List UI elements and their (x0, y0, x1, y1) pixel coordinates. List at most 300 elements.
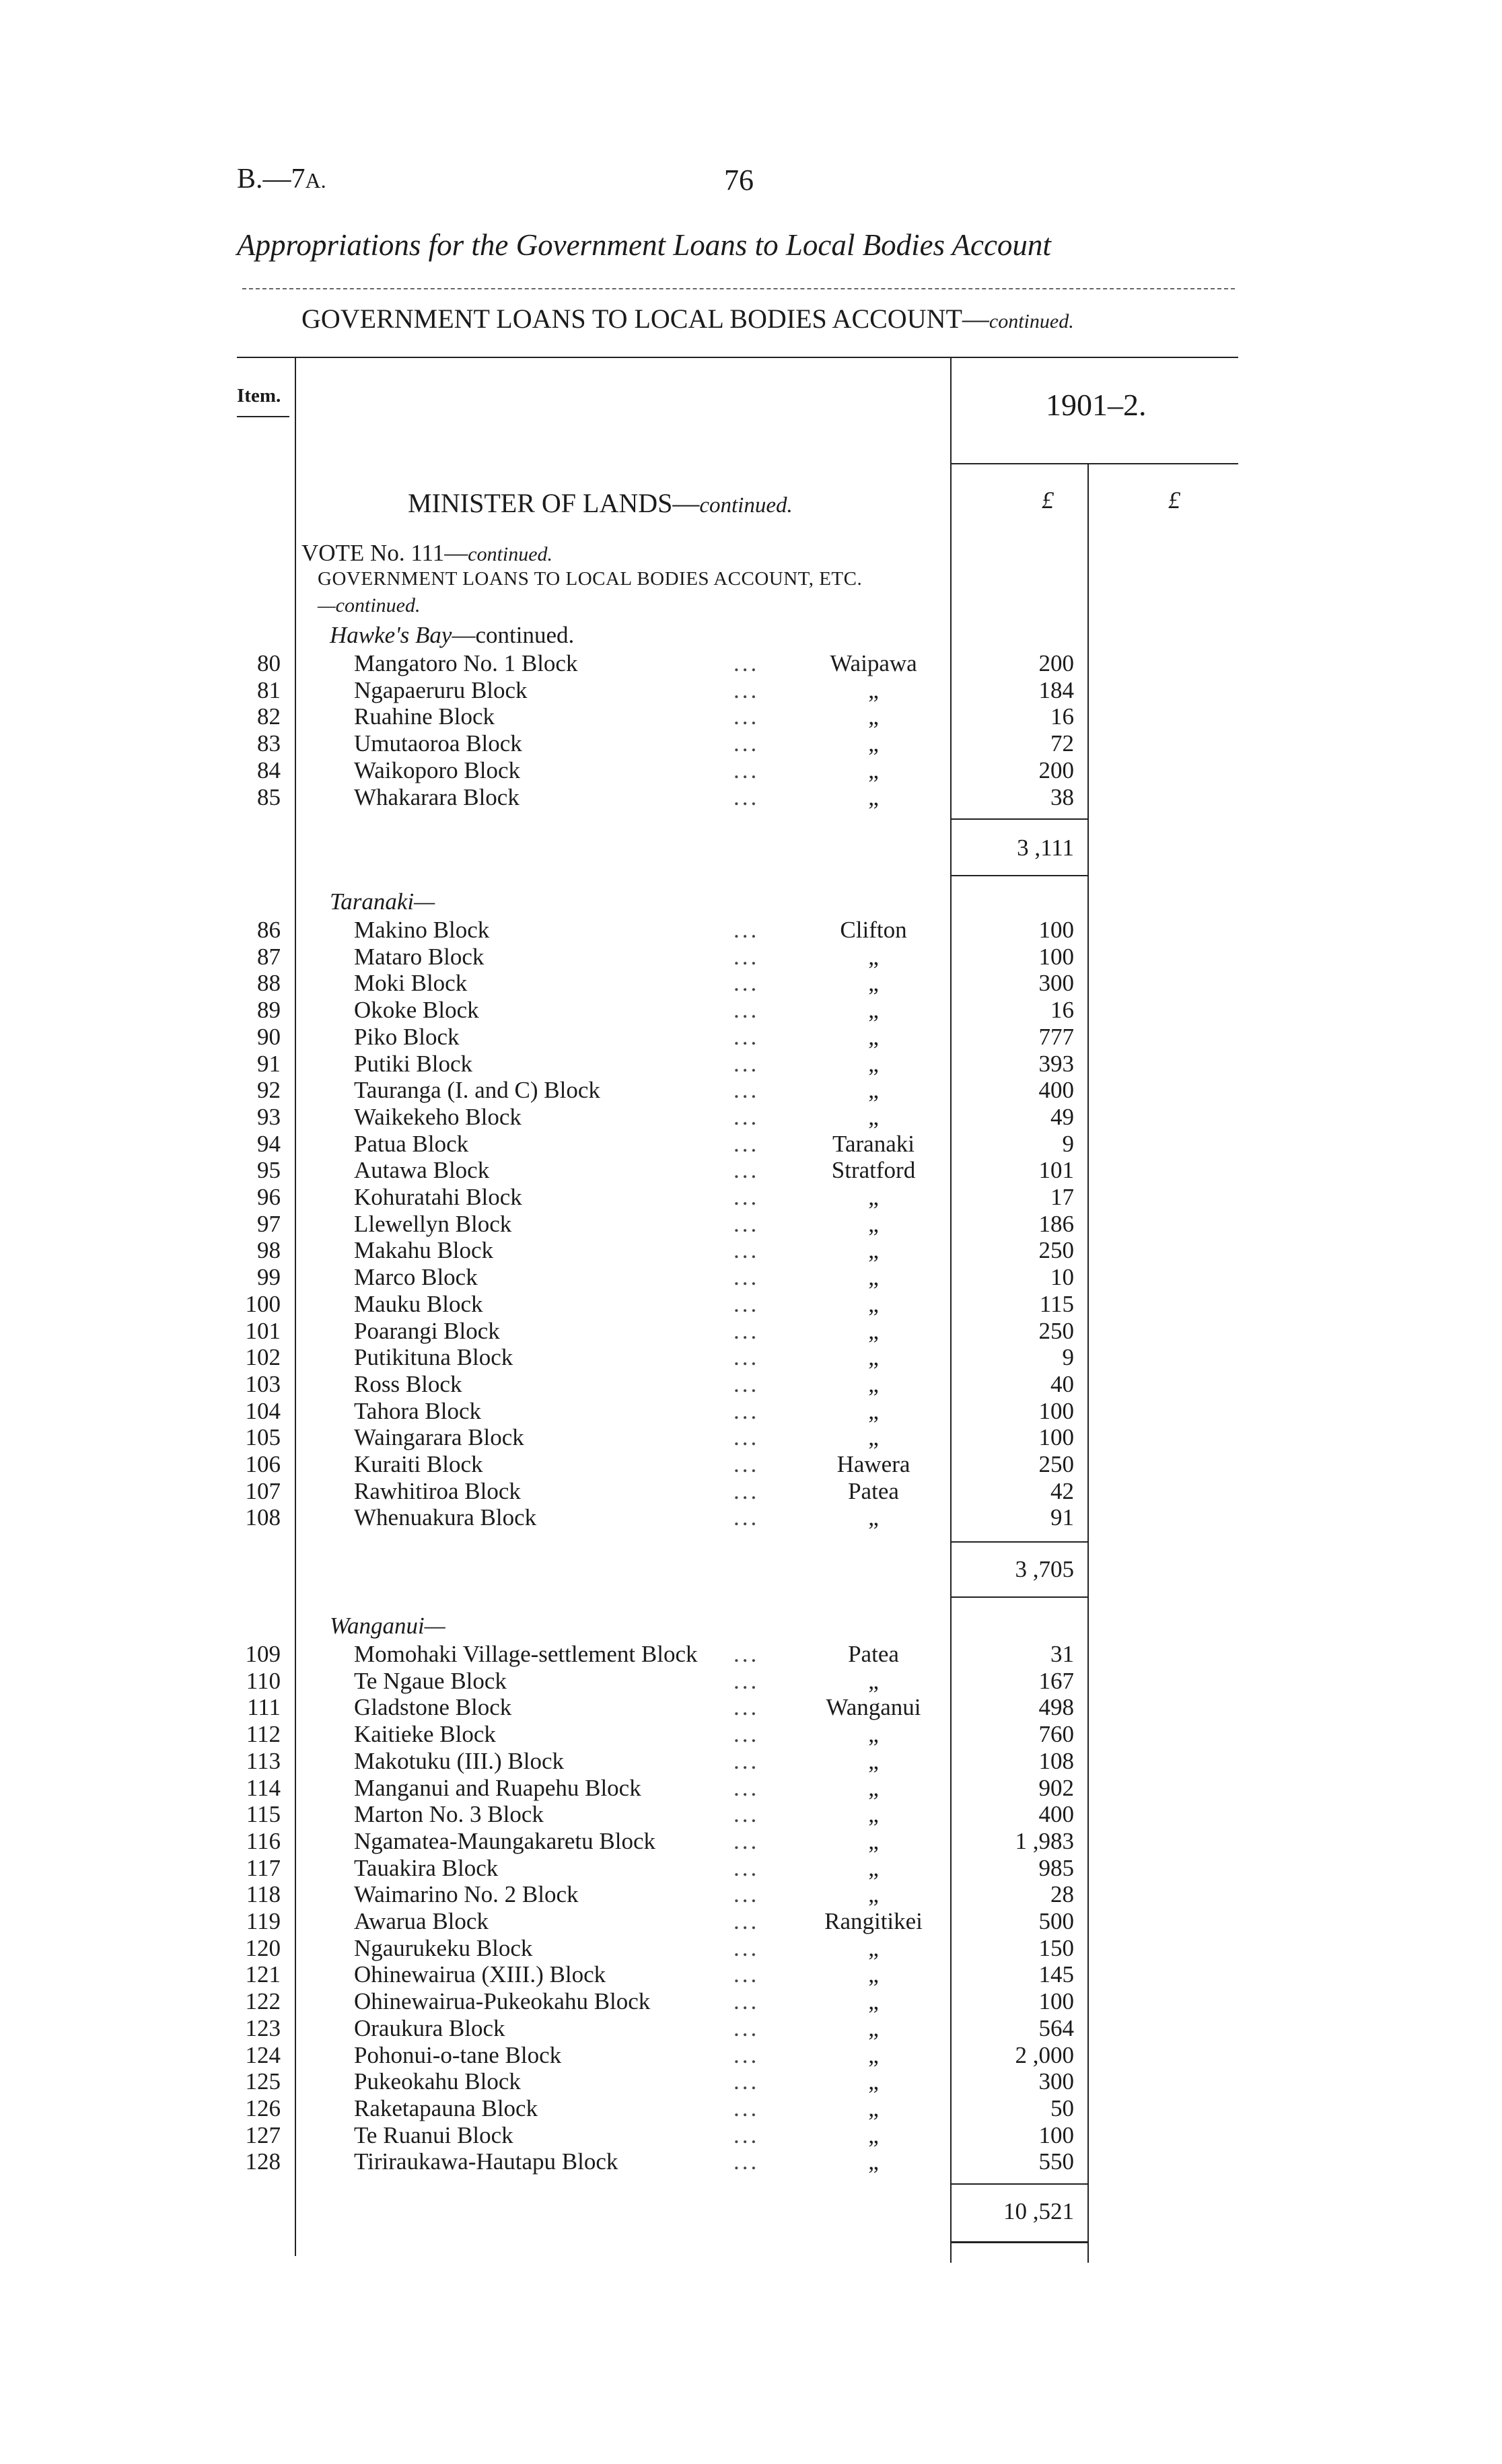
block-name: Llewellyn Block (354, 1210, 512, 1237)
item-number: 88 (257, 970, 281, 997)
amount: 49 (1050, 1103, 1074, 1130)
amount: 985 (1038, 1854, 1074, 1881)
table-row (0, 2095, 1502, 2122)
amount: 100 (1038, 2121, 1074, 2148)
amount: 902 (1038, 1774, 1074, 1801)
district: „ (868, 1264, 879, 1291)
table-row (0, 1748, 1502, 1775)
leader-dots: ... (734, 1908, 760, 1934)
leader-dots: ... (734, 1827, 760, 1854)
leader-dots: ... (734, 2041, 760, 2068)
item-number: 102 (245, 1344, 281, 1371)
table-row (0, 1318, 1502, 1345)
block-name: Mauku Block (354, 1290, 483, 1317)
leader-dots: ... (734, 1023, 760, 1050)
leader-dots: ... (734, 650, 760, 676)
table-row (0, 1801, 1502, 1828)
amount: 777 (1038, 1023, 1074, 1050)
table-row (0, 1504, 1502, 1531)
table-row (0, 1668, 1502, 1695)
subtotal-rule-hawkes-bay (952, 818, 1087, 820)
amount: 150 (1038, 1934, 1074, 1961)
leader-dots: ... (734, 730, 760, 757)
leader-dots: ... (734, 2014, 760, 2041)
table-row (0, 1344, 1502, 1371)
table-row (0, 1641, 1502, 1668)
item-number: 92 (257, 1077, 281, 1104)
leader-dots: ... (734, 1397, 760, 1424)
district: „ (868, 1801, 879, 1828)
leader-dots: ... (734, 1504, 760, 1531)
table-row (0, 1211, 1502, 1238)
block-name: Mataro Block (354, 943, 485, 970)
subtotal-hawkes-bay: 3 ,111 (1017, 835, 1074, 861)
leader-dots: ... (734, 1477, 760, 1504)
item-number: 93 (257, 1103, 281, 1130)
table-row (0, 1184, 1502, 1211)
district: Patea (848, 1477, 899, 1504)
block-name: Gladstone Block (354, 1694, 512, 1721)
subtitle-divider (242, 288, 1235, 289)
amount: 300 (1038, 970, 1074, 997)
block-name: Ruahine Block (354, 703, 495, 730)
district: „ (868, 970, 879, 997)
table-row (0, 2042, 1502, 2069)
leader-dots: ... (734, 970, 760, 997)
amount: 10 (1050, 1264, 1074, 1291)
block-name: Kohuratahi Block (354, 1184, 522, 1210)
leader-dots: ... (734, 1774, 760, 1801)
block-name: Poarangi Block (354, 1317, 500, 1344)
amount: 393 (1038, 1050, 1074, 1077)
district: „ (868, 943, 879, 970)
block-name: Ngaurukeku Block (354, 1934, 533, 1961)
item-number: 101 (245, 1317, 281, 1344)
item-number: 82 (257, 703, 281, 730)
block-name: Tauakira Block (354, 1854, 499, 1881)
block-name: Awarua Block (354, 1908, 489, 1934)
district: „ (868, 1721, 879, 1748)
block-name: Mangatoro No. 1 Block (354, 650, 578, 676)
block-name: Patua Block (354, 1130, 469, 1157)
district: „ (868, 2041, 879, 2068)
subtotal-rule-bottom-taranaki (952, 1596, 1087, 1598)
block-name: Kuraiti Block (354, 1451, 483, 1477)
table-row (0, 1775, 1502, 1802)
amount: 100 (1038, 917, 1074, 943)
item-number: 107 (245, 1477, 281, 1504)
leader-dots: ... (734, 1451, 760, 1477)
page-number: 76 (724, 164, 754, 197)
item-number: 124 (245, 2041, 281, 2068)
amount: 50 (1050, 2095, 1074, 2121)
block-name: Te Ruanui Block (354, 2121, 513, 2148)
block-name: Rawhitiroa Block (354, 1477, 521, 1504)
leader-dots: ... (734, 1747, 760, 1774)
leader-dots: ... (734, 1721, 760, 1748)
amount: 100 (1038, 1424, 1074, 1451)
block-name: Waikoporo Block (354, 756, 520, 783)
amount: 498 (1038, 1694, 1074, 1721)
amount: 100 (1038, 943, 1074, 970)
leader-dots: ... (734, 1210, 760, 1237)
table-row (0, 1024, 1502, 1051)
district: „ (868, 1881, 879, 1908)
amount: 72 (1050, 730, 1074, 757)
item-number: 115 (246, 1801, 281, 1828)
district: „ (868, 1023, 879, 1050)
block-name: Momohaki Village-settlement Block (354, 1641, 698, 1667)
amount: 28 (1050, 1881, 1074, 1908)
table-row (0, 1237, 1502, 1264)
leader-dots: ... (734, 1157, 760, 1184)
vote-heading: VOTE No. 111—continued. (301, 540, 553, 566)
district: „ (868, 703, 879, 730)
table-row (0, 1104, 1502, 1131)
district: Patea (848, 1641, 899, 1667)
district: „ (868, 1184, 879, 1210)
block-name: Moki Block (354, 970, 468, 997)
leader-dots: ... (734, 1961, 760, 1988)
district: „ (868, 1424, 879, 1451)
leader-dots: ... (734, 2095, 760, 2121)
item-number: 96 (257, 1184, 281, 1210)
district: „ (868, 1344, 879, 1371)
block-name: Waingarara Block (354, 1424, 524, 1451)
amount: 9 (1062, 1130, 1074, 1157)
block-name: Ross Block (354, 1370, 462, 1397)
item-number: 80 (257, 650, 281, 676)
item-number: 81 (257, 676, 281, 703)
leader-dots: ... (734, 1317, 760, 1344)
leader-dots: ... (734, 1934, 760, 1961)
block-name: Tiriraukawa-Hautapu Block (354, 2148, 618, 2175)
item-number: 114 (246, 1774, 281, 1801)
district: Hawera (836, 1451, 910, 1477)
table-row (0, 997, 1502, 1024)
amount: 200 (1038, 756, 1074, 783)
page-title: GOVERNMENT LOANS TO LOCAL BODIES ACCOUNT—continued. (301, 304, 1074, 334)
table-row (0, 1908, 1502, 1935)
pound-symbol-1: £ (1042, 487, 1054, 514)
leader-dots: ... (734, 1801, 760, 1828)
table-row (0, 1424, 1502, 1451)
amount: 31 (1050, 1641, 1074, 1667)
block-name: Oraukura Block (354, 2014, 505, 2041)
block-name: Whakarara Block (354, 783, 520, 810)
leader-dots: ... (734, 1050, 760, 1077)
district: „ (868, 1077, 879, 1104)
item-number: 103 (245, 1370, 281, 1397)
amount: 42 (1050, 1477, 1074, 1504)
amount: 250 (1038, 1317, 1074, 1344)
item-number: 85 (257, 783, 281, 810)
leader-dots: ... (734, 756, 760, 783)
table-row (0, 1264, 1502, 1291)
subtotal-rule-wanganui (952, 2183, 1087, 2185)
district: „ (868, 2121, 879, 2148)
district: „ (868, 1370, 879, 1397)
item-number: 94 (257, 1130, 281, 1157)
district: „ (868, 730, 879, 757)
leader-dots: ... (734, 1881, 760, 1908)
leader-dots: ... (734, 1264, 760, 1291)
block-name: Putiki Block (354, 1050, 472, 1077)
amount: 400 (1038, 1801, 1074, 1828)
subtotal-rule-taranaki (952, 1541, 1087, 1543)
district: „ (868, 1210, 879, 1237)
table-row (0, 1291, 1502, 1318)
leader-dots: ... (734, 1694, 760, 1721)
year-column-header: 1901–2. (1046, 388, 1147, 422)
block-name: Putikituna Block (354, 1344, 513, 1371)
table-row (0, 1478, 1502, 1505)
block-name: Ngapaeruru Block (354, 676, 528, 703)
block-name: Makotuku (III.) Block (354, 1747, 565, 1774)
table-row (0, 2122, 1502, 2149)
block-name: Ohinewairua-Pukeokahu Block (354, 1988, 651, 2015)
district: Taranaki (832, 1130, 915, 1157)
table-row (0, 784, 1502, 811)
amount: 500 (1038, 1908, 1074, 1934)
district: Stratford (831, 1157, 916, 1184)
block-name: Waikekeho Block (354, 1103, 522, 1130)
district: „ (868, 1237, 879, 1264)
table-row (0, 1398, 1502, 1425)
subtotal-rule-bottom-hawkes-bay (952, 875, 1087, 876)
item-number: 121 (245, 1961, 281, 1988)
item-number: 111 (247, 1694, 281, 1721)
block-name: Marton No. 3 Block (354, 1801, 544, 1828)
item-number: 126 (245, 2095, 281, 2121)
amount: 184 (1038, 676, 1074, 703)
block-name: Waimarino No. 2 Block (354, 1881, 579, 1908)
table-row (0, 2148, 1502, 2175)
amount: 16 (1050, 703, 1074, 730)
leader-dots: ... (734, 783, 760, 810)
leader-dots: ... (734, 2148, 760, 2175)
amount: 40 (1050, 1370, 1074, 1397)
minister-heading: MINISTER OF LANDS—continued. (408, 488, 793, 518)
district: „ (868, 1103, 879, 1130)
account-heading: GOVERNMENT LOANS TO LOCAL BODIES ACCOUNT, ETC. (318, 568, 863, 590)
leader-dots: ... (734, 1667, 760, 1694)
amount: 17 (1050, 1184, 1074, 1210)
leader-dots: ... (734, 1344, 760, 1371)
amount: 145 (1038, 1961, 1074, 1988)
table-row (0, 2068, 1502, 2095)
block-name: Te Ngaue Block (354, 1667, 507, 1694)
item-number: 113 (246, 1747, 281, 1774)
item-number: 112 (246, 1721, 281, 1748)
district: „ (868, 676, 879, 703)
table-row (0, 1881, 1502, 1908)
leader-dots: ... (734, 997, 760, 1024)
item-number: 106 (245, 1451, 281, 1477)
item-number: 117 (246, 1854, 281, 1881)
item-number: 87 (257, 943, 281, 970)
table-row (0, 1051, 1502, 1078)
region-heading-wanganui: Wanganui— (330, 1613, 445, 1639)
block-name: Kaitieke Block (354, 1721, 496, 1748)
block-name: Raketapauna Block (354, 2095, 538, 2121)
item-number: 118 (246, 1881, 281, 1908)
table-row (0, 1721, 1502, 1748)
district: „ (868, 2148, 879, 2175)
amount: 108 (1038, 1747, 1074, 1774)
block-name: Tauranga (I. and C) Block (354, 1077, 600, 1104)
item-number: 90 (257, 1023, 281, 1050)
item-header-underline (237, 416, 289, 417)
district: „ (868, 1774, 879, 1801)
district: Waipawa (830, 650, 917, 676)
account-heading-continued: —continued. (318, 594, 421, 617)
table-row (0, 1961, 1502, 1988)
block-name: Umutaoroa Block (354, 730, 522, 757)
district: „ (868, 1667, 879, 1694)
district: „ (868, 1961, 879, 1988)
amount: 38 (1050, 783, 1074, 810)
district: Wanganui (826, 1694, 921, 1721)
amount: 101 (1038, 1157, 1074, 1184)
table-row (0, 677, 1502, 704)
block-name: Manganui and Ruapehu Block (354, 1774, 641, 1801)
block-name: Makahu Block (354, 1237, 494, 1264)
amount: 100 (1038, 1988, 1074, 2015)
table-row (0, 1855, 1502, 1882)
table-row (0, 730, 1502, 757)
leader-dots: ... (734, 1290, 760, 1317)
district: „ (868, 2014, 879, 2041)
district: „ (868, 1504, 879, 1531)
block-name: Pohonui-o-tane Block (354, 2041, 562, 2068)
page-subtitle: Appropriations for the Government Loans to Local Bodies Account (237, 228, 1051, 262)
district: „ (868, 997, 879, 1024)
amount: 200 (1038, 650, 1074, 676)
item-number: 89 (257, 997, 281, 1024)
district: Rangitikei (824, 1908, 923, 1934)
district: „ (868, 783, 879, 810)
item-number: 91 (257, 1050, 281, 1077)
leader-dots: ... (734, 1854, 760, 1881)
block-name: Ngamatea-Maungakaretu Block (354, 1827, 656, 1854)
item-number: 119 (246, 1908, 281, 1934)
amount: 250 (1038, 1451, 1074, 1477)
year-header-underline (952, 463, 1238, 464)
district: „ (868, 1747, 879, 1774)
table-row (0, 1828, 1502, 1855)
district: „ (868, 1050, 879, 1077)
table-row (0, 1694, 1502, 1721)
item-number: 125 (245, 2068, 281, 2095)
district: „ (868, 2068, 879, 2095)
subtotal-wanganui: 10 ,521 (1003, 2198, 1074, 2224)
block-name: Okoke Block (354, 997, 479, 1024)
item-number: 128 (245, 2148, 281, 2175)
item-number: 86 (257, 917, 281, 943)
district: „ (868, 1290, 879, 1317)
leader-dots: ... (734, 1641, 760, 1667)
table-row (0, 1935, 1502, 1962)
block-name: Whenuakura Block (354, 1504, 537, 1531)
table-row (0, 2015, 1502, 2042)
amount: 186 (1038, 1210, 1074, 1237)
table-row (0, 650, 1502, 677)
item-number: 98 (257, 1237, 281, 1264)
leader-dots: ... (734, 1077, 760, 1104)
block-name: Makino Block (354, 917, 490, 943)
district: „ (868, 1988, 879, 2015)
amount: 9 (1062, 1344, 1074, 1371)
amount: 400 (1038, 1077, 1074, 1104)
leader-dots: ... (734, 1237, 760, 1264)
leader-dots: ... (734, 1130, 760, 1157)
table-row (0, 1988, 1502, 2015)
table-row (0, 757, 1502, 784)
table-row (0, 944, 1502, 971)
document-reference: B.—7A. (237, 164, 326, 195)
block-name: Pukeokahu Block (354, 2068, 521, 2095)
item-number: 83 (257, 730, 281, 757)
item-column-header: Item. (237, 385, 281, 407)
leader-dots: ... (734, 703, 760, 730)
item-number: 109 (245, 1641, 281, 1667)
table-top-rule (237, 357, 1238, 358)
item-number: 104 (245, 1397, 281, 1424)
table-row (0, 917, 1502, 944)
district: „ (868, 756, 879, 783)
item-number: 116 (246, 1827, 281, 1854)
leader-dots: ... (734, 676, 760, 703)
amount: 115 (1039, 1290, 1074, 1317)
leader-dots: ... (734, 917, 760, 943)
amount: 91 (1050, 1504, 1074, 1531)
block-name: Piko Block (354, 1023, 460, 1050)
amount: 16 (1050, 997, 1074, 1024)
table-row (0, 1077, 1502, 1104)
block-name: Ohinewairua (XIII.) Block (354, 1961, 606, 1988)
item-number: 123 (245, 2014, 281, 2041)
leader-dots: ... (734, 1103, 760, 1130)
district: „ (868, 1827, 879, 1854)
item-number: 127 (245, 2121, 281, 2148)
subtotal-rule-bottom-wanganui (952, 2241, 1087, 2243)
item-number: 105 (245, 1424, 281, 1451)
item-number: 110 (246, 1667, 281, 1694)
item-number: 99 (257, 1264, 281, 1291)
district: „ (868, 1934, 879, 1961)
table-row (0, 1157, 1502, 1184)
item-number: 97 (257, 1210, 281, 1237)
amount: 1 ,983 (1015, 1827, 1074, 1854)
pound-symbol-2: £ (1168, 487, 1180, 514)
item-number: 95 (257, 1157, 281, 1184)
region-heading-hawkes-bay: Hawke's Bay—continued. (330, 622, 575, 648)
amount: 167 (1038, 1667, 1074, 1694)
table-row (0, 1371, 1502, 1398)
amount: 564 (1038, 2014, 1074, 2041)
amount: 250 (1038, 1237, 1074, 1264)
block-name: Marco Block (354, 1264, 478, 1291)
district: „ (868, 1317, 879, 1344)
table-row (0, 1131, 1502, 1158)
district: „ (868, 1854, 879, 1881)
block-name: Autawa Block (354, 1157, 490, 1184)
leader-dots: ... (734, 1184, 760, 1210)
amount: 2 ,000 (1015, 2041, 1074, 2068)
leader-dots: ... (734, 943, 760, 970)
item-number: 100 (245, 1290, 281, 1317)
